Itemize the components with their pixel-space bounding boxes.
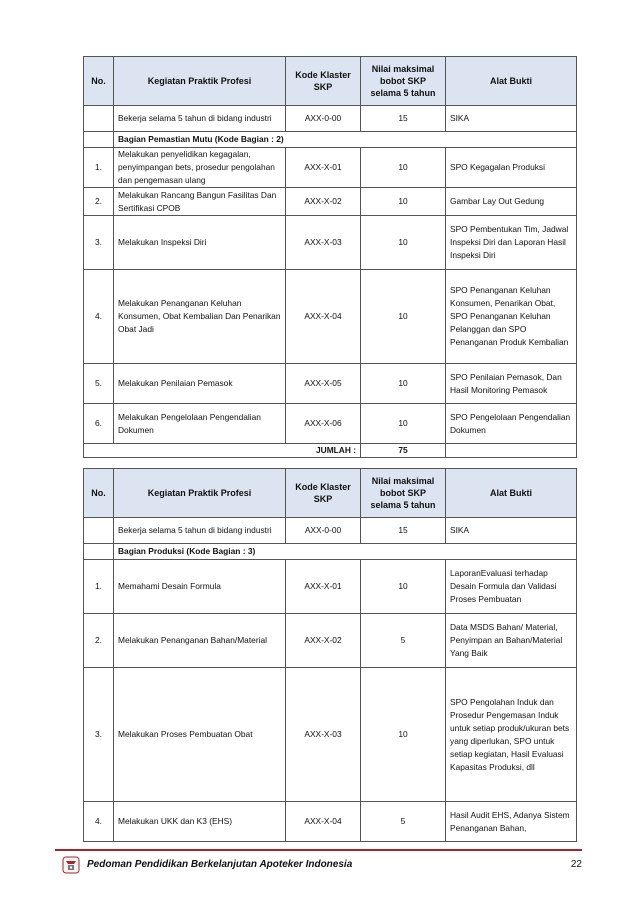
kode-cell: AXX-X-03 [286,216,361,270]
iai-logo-icon [62,856,80,874]
kode-cell: AXX-X-01 [286,560,361,614]
header-kegiatan: Kegiatan Praktik Profesi [114,469,286,518]
table-row [84,216,577,270]
kegiatan-cell: Memahami Desain Formula [114,560,286,614]
header-no: No. [84,469,114,518]
table-header-row [84,57,577,106]
kode-cell: AXX-X-05 [286,364,361,404]
kode-cell: AXX-X-03 [286,668,361,802]
alat-cell: Gambar Lay Out Gedung [446,188,577,216]
section-row [84,132,577,148]
table-row [84,614,577,668]
header-kode: Kode Klaster SKP [286,57,361,106]
footer-title: Pedoman Pendidikan Berkelanjutan Apoteker Indonesia [87,859,353,870]
kode-cell: AXX-0-00 [286,518,361,544]
no-cell: 1. [84,560,114,614]
nilai-cell: 10 [361,216,446,270]
kegiatan-cell: Melakukan Pengelolaan Pengendalian Dokumen [114,404,286,444]
nilai-cell: 10 [361,270,446,364]
kode-cell: AXX-X-02 [286,188,361,216]
alat-cell: SPO Pembentukan Tim, Jadwal Inspeksi Diri dan Laporan Hasil Inspeksi Diri [446,216,577,270]
no-cell: 4. [84,802,114,842]
section-title: Bagian Pemastian Mutu (Kode Bagian : 2) [114,132,577,148]
kode-cell: AXX-X-01 [286,148,361,188]
kegiatan-cell: Melakukan Rancang Bangun Fasilitas Dan Sertifikasi CPOB [114,188,286,216]
table-header-row [84,469,577,518]
nilai-cell: 10 [361,560,446,614]
alat-cell: Hasil Audit EHS, Adanya Sistem Penanganan Bahan, [446,802,577,842]
skp-table-pemastian-mutu [83,56,577,458]
header-nilai: Nilai maksimal bobot SKP selama 5 tahun [361,469,446,518]
page-footer [62,856,582,874]
nilai-cell: 10 [361,148,446,188]
kode-cell: AXX-X-02 [286,614,361,668]
header-alat: Alat Bukti [446,469,577,518]
table-row [84,560,577,614]
no-cell: 6. [84,404,114,444]
table-row [84,518,577,544]
jumlah-label: JUMLAH : [84,444,361,458]
nilai-cell: 10 [361,404,446,444]
alat-cell: SPO Pengolahan Induk dan Prosedur Pengemasan Induk untuk setiap produk/ukuran bets yang diperlukan, SPO untuk setiap kegiatan, Hasil Evaluasi Kapasitas Produksi, dll [446,668,577,802]
no-cell: 2. [84,188,114,216]
no-cell: 3. [84,216,114,270]
table-row [84,188,577,216]
kode-cell: AXX-X-06 [286,404,361,444]
no-cell: 4. [84,270,114,364]
table-row [84,148,577,188]
kegiatan-cell: Melakukan Penanganan Bahan/Material [114,614,286,668]
jumlah-value: 75 [361,444,446,458]
section-title: Bagian Produksi (Kode Bagian : 3) [114,544,577,560]
jumlah-row [84,444,577,458]
kegiatan-cell: Melakukan Proses Pembuatan Obat [114,668,286,802]
alat-cell: SIKA [446,106,577,132]
nilai-cell: 10 [361,364,446,404]
nilai-cell: 5 [361,802,446,842]
page-number: 22 [570,859,582,870]
table-row [84,802,577,842]
alat-cell: LaporanEvaluasi terhadap Desain Formula dan Validasi Proses Pembuatan [446,560,577,614]
nilai-cell: 10 [361,668,446,802]
no-cell: 2. [84,614,114,668]
alat-cell: Data MSDS Bahan/ Material, Penyimpan an Bahan/Material Yang Baik [446,614,577,668]
section-row [84,544,577,560]
kode-cell: AXX-X-04 [286,270,361,364]
alat-cell: SPO Penanganan Keluhan Konsumen, Penarikan Obat, SPO Penanganan Keluhan Pelanggan dan SPO Penanganan Produk Kembalian [446,270,577,364]
header-kode: Kode Klaster SKP [286,469,361,518]
no-cell: 3. [84,668,114,802]
footer-divider [55,849,582,851]
alat-cell: SPO Kegagalan Produksi [446,148,577,188]
kode-cell: AXX-0-00 [286,106,361,132]
header-kegiatan: Kegiatan Praktik Profesi [114,57,286,106]
nilai-cell: 5 [361,614,446,668]
kegiatan-cell: Melakukan Inspeksi Diri [114,216,286,270]
nilai-cell: 15 [361,106,446,132]
kode-cell: AXX-X-04 [286,802,361,842]
header-nilai: Nilai maksimal bobot SKP selama 5 tahun [361,57,446,106]
header-no: No. [84,57,114,106]
table-row [84,668,577,802]
alat-cell: SPO Pengelolaan Pengendalian Dokumen [446,404,577,444]
kegiatan-cell: Bekerja selama 5 tahun di bidang industri [114,106,286,132]
table-row [84,364,577,404]
nilai-cell: 10 [361,188,446,216]
kegiatan-cell: Melakukan penyelidikan kegagalan, penyimpangan bets, prosedur pengolahan dan pengemasan ulang [114,148,286,188]
alat-cell: SPO Penilaian Pemasok, Dan Hasil Monitoring Pemasok [446,364,577,404]
table-row [84,404,577,444]
no-cell: 5. [84,364,114,404]
alat-cell: SIKA [446,518,577,544]
table-row [84,106,577,132]
kegiatan-cell: Bekerja selama 5 tahun di bidang industri [114,518,286,544]
skp-table-produksi [83,468,577,842]
no-cell: 1. [84,148,114,188]
header-alat: Alat Bukti [446,57,577,106]
kegiatan-cell: Melakukan UKK dan K3 (EHS) [114,802,286,842]
table-row [84,270,577,364]
kegiatan-cell: Melakukan Penilaian Pemasok [114,364,286,404]
kegiatan-cell: Melakukan Penanganan Keluhan Konsumen, Obat Kembalian Dan Penarikan Obat Jadi [114,270,286,364]
nilai-cell: 15 [361,518,446,544]
